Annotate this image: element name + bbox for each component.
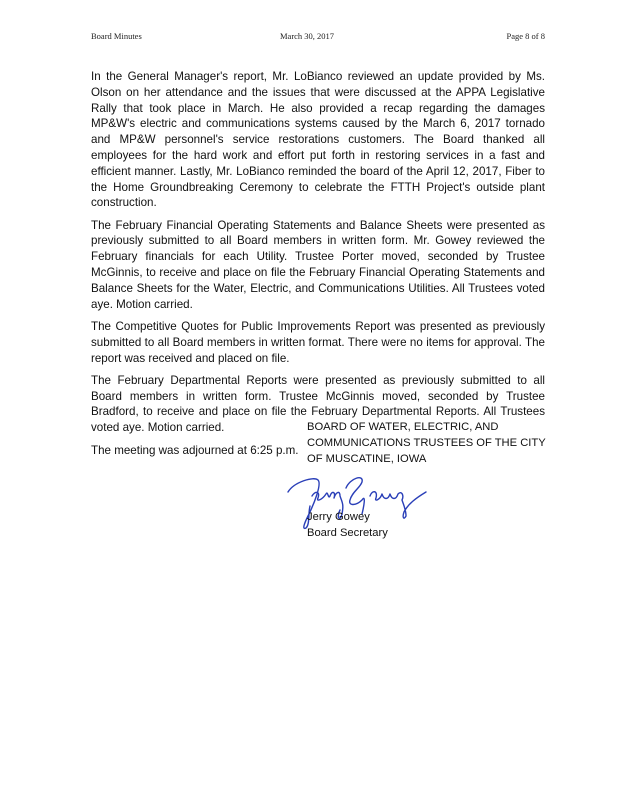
paragraph-financial-statements: The February Financial Operating Statements and Balance Sheets were presented as previously submitted to all Board members in written form. Mr. Gowey reviewed the February financials for each Utility. Trustee Porter moved, seconded by Trustee McGinnis, to receive and place on file the February Financial Operating Statements and Balance Sheets for the Water, Electric, and Communications Utilities. All Trustees voted aye. Motion carried. xyxy=(91,218,545,311)
board-name-line-2: COMMUNICATIONS TRUSTEES OF THE CITY xyxy=(307,436,546,449)
paragraph-general-manager-report: In the General Manager's report, Mr. LoBianco reviewed an update provided by Ms. Olson on her attendance and the issues that were discussed at the APPA Legislative Rally that took place in March. He also provided a recap regarding the damages MP&W's electric and communications systems caused by the March 6, 2017 tornado and MP&W personnel's service restorations customers. The Board thanked all employees for the hard work and effort put forth in restoring services in a fast and efficient manner. Lastly, Mr. LoBianco reminded the board of the April 12, 2017, Fiber to the Home Groundbreaking Ceremony to celebrate the FTTH Project's outside plant construction. xyxy=(91,70,545,210)
signature-stroke-g xyxy=(346,478,364,514)
paragraph-adjournment: The meeting was adjourned at 6:25 p.m. xyxy=(91,443,299,457)
board-name-line-1: BOARD OF WATER, ELECTRIC, AND xyxy=(307,421,499,433)
board-name-line-3: OF MUSCATINE, IOWA xyxy=(307,452,427,465)
page-header xyxy=(91,31,545,45)
header-document-title: Board Minutes xyxy=(91,31,142,41)
paragraph-departmental-reports: The February Departmental Reports were presented as previously submitted to all Board members in written form. Trustee McGinnis moved, seconded by Trustee Bradford, to receive and place on file the February Departmental Reports. All Trustees voted aye. Motion carried. xyxy=(91,373,545,435)
paragraph-competitive-quotes: The Competitive Quotes for Public Improvements Report was presented as previously submitted to all Board members in written format. There were no items for approval. The report was received and placed on file. xyxy=(91,319,545,365)
minutes-body xyxy=(91,69,545,465)
signer-name: Jerry Gowey xyxy=(307,511,370,523)
header-page-number: Page 8 of 8 xyxy=(506,31,545,41)
board-signature-block xyxy=(307,420,547,467)
header-date: March 30, 2017 xyxy=(280,31,335,41)
signer-info xyxy=(307,510,388,542)
signer-title: Board Secretary xyxy=(307,526,388,539)
